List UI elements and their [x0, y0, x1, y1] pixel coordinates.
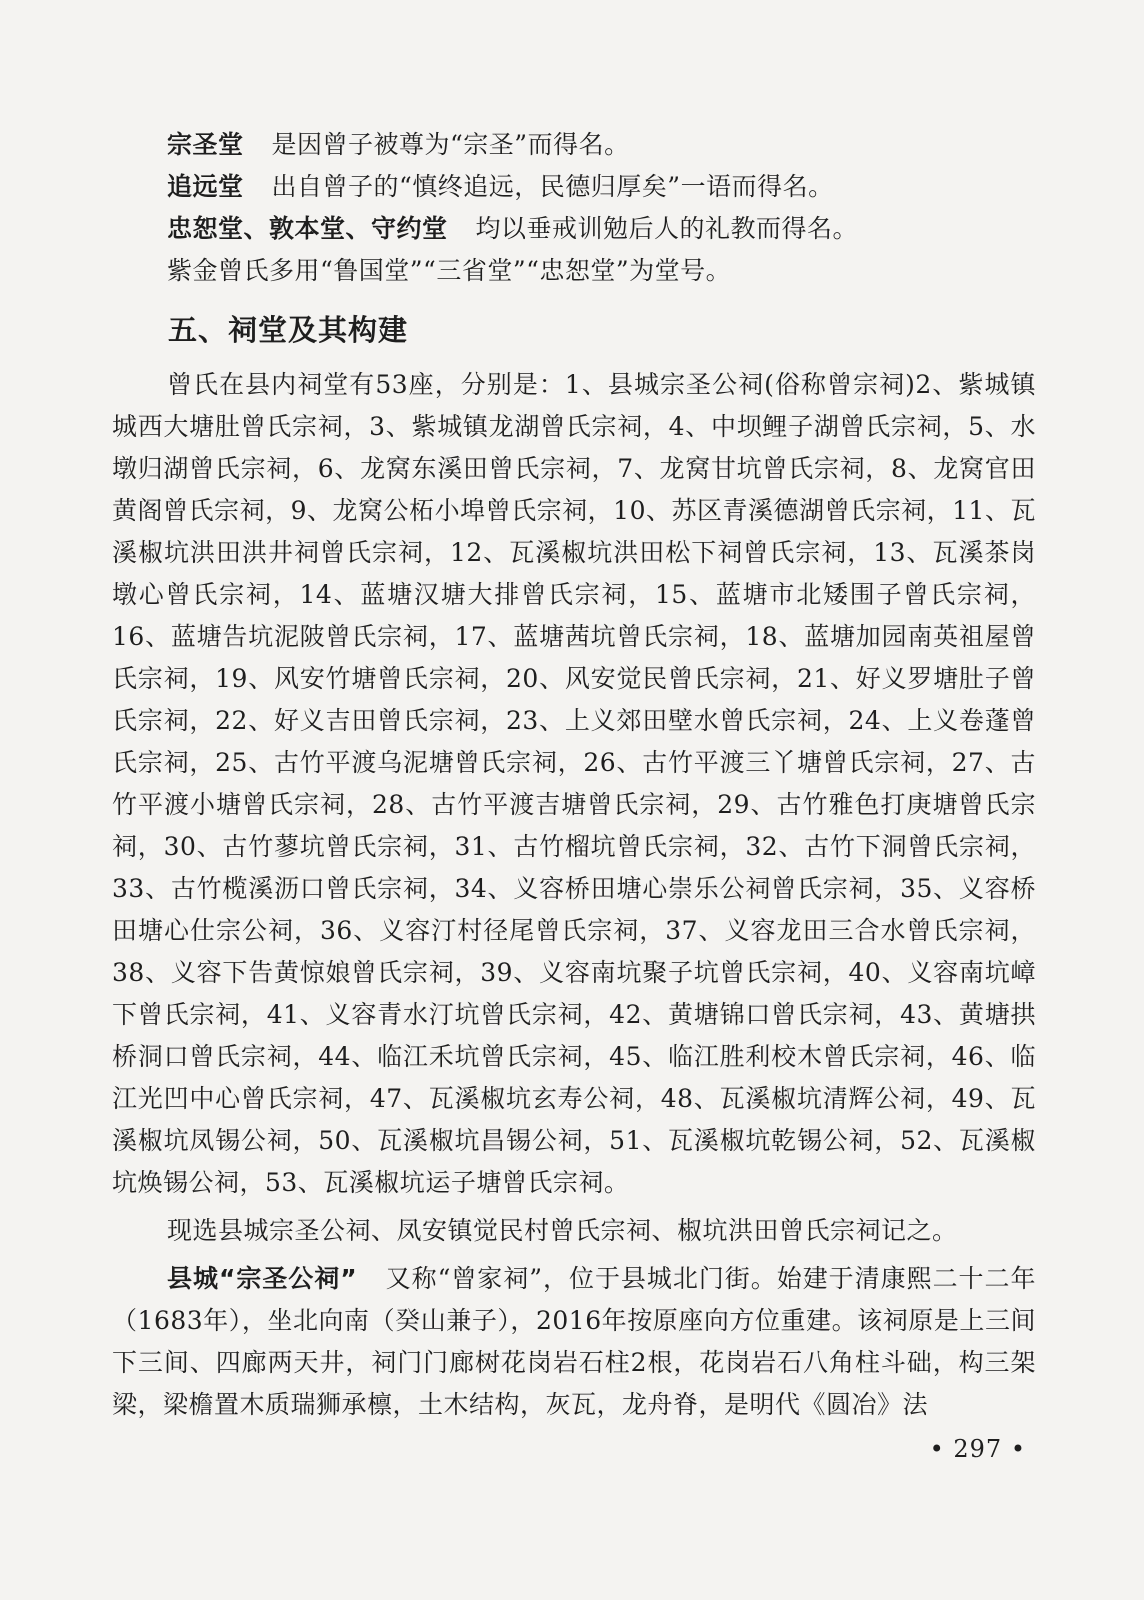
intro-desc: 是因曾子被尊为“宗圣”而得名。	[271, 130, 630, 159]
intro-entry-zongsheng	[112, 124, 1036, 166]
paragraph-selection: 现选县城宗圣公祠、凤安镇觉民村曾氏宗祠、椒坑洪田曾氏宗祠记之。	[167, 1216, 958, 1245]
paragraph-ancestral-hall-list: 曾氏在县内祠堂有53座，分别是：1、县城宗圣公祠(俗称曾宗祠)2、紫城镇城西大塘肚曾氏宗祠，3、紫城镇龙湖曾氏宗祠，4、中坝鲤子湖曾氏宗祠，5、水墩归湖曾氏宗祠，6、龙窝东溪田曾氏宗祠，7、龙窝甘坑曾氏宗祠，8、龙窝官田黄阁曾氏宗祠，9、龙窝公柘小埠曾氏宗祠，10、苏区青溪德湖曾氏宗祠，11、瓦溪椒坑洪田洪井祠曾氏宗祠，12、瓦溪椒坑洪田松下祠曾氏宗祠，13、瓦溪茶岗墩心曾氏宗祠，14、蓝塘汉塘大排曾氏宗祠，15、蓝塘市北矮围子曾氏宗祠，16、蓝塘告坑泥陂曾氏宗祠，17、蓝塘茜坑曾氏宗祠，18、蓝塘加园南英祖屋曾氏宗祠，19、风安竹塘曾氏宗祠，20、风安觉民曾氏宗祠，21、好义罗塘肚子曾氏宗祠，22、好义吉田曾氏宗祠，23、上义郊田壁水曾氏宗祠，24、上义卷蓬曾氏宗祠，25、古竹平渡乌泥塘曾氏宗祠，26、古竹平渡三丫塘曾氏宗祠，27、古竹平渡小塘曾氏宗祠，28、古竹平渡吉塘曾氏宗祠，29、古竹雅色打庚塘曾氏宗祠，30、古竹蓼坑曾氏宗祠，31、古竹榴坑曾氏宗祠，32、古竹下洞曾氏宗祠，33、古竹榄溪沥口曾氏宗祠，34、义容桥田塘心崇乐公祠曾氏宗祠，35、义容桥田塘心仕宗公祠，36、义容汀村径尾曾氏宗祠，37、义容龙田三合水曾氏宗祠，38、义容下告黄惊娘曾氏宗祠，39、义容南坑聚子坑曾氏宗祠，40、义容南坑嶂下曾氏宗祠，41、义容青水汀坑曾氏宗祠，42、黄塘锦口曾氏宗祠，43、黄塘拱桥洞口曾氏宗祠，44、临江禾坑曾氏宗祠，45、临江胜利校木曾氏宗祠，46、临江光凹中心曾氏宗祠，47、瓦溪椒坑玄寿公祠，48、瓦溪椒坑清辉公祠，49、瓦溪椒坑凤锡公祠，50、瓦溪椒坑昌锡公祠，51、瓦溪椒坑乾锡公祠，52、瓦溪椒坑焕锡公祠，53、瓦溪椒坑运子塘曾氏宗祠。	[112, 370, 1036, 1197]
intro-entry-zhongshu	[112, 208, 1036, 250]
intro-desc: 均以垂戒训勉后人的礼教而得名。	[475, 214, 859, 243]
intro-desc: 出自曾子的“慎终追远，民德归厚矣”一语而得名。	[271, 172, 834, 201]
paragraph-body-text: 又称“曾家祠”，位于县城北门街。始建于清康熙二十二年（1683年），坐北向南（癸山兼子），2016年按原座向方位重建。该祠原是上三间下三间、四廊两天井，祠门门廊树花岗岩石柱2根，花岗岩石八角柱斗础，构三架梁，梁檐置木质瑞狮承檩，土木结构，灰瓦，龙舟脊，是明代《圆冶》法	[112, 1264, 1036, 1419]
intro-term: 宗圣堂	[167, 130, 244, 159]
intro-term: 追远堂	[167, 172, 244, 201]
page-number: • 297 •	[929, 1435, 1026, 1463]
intro-term: 忠恕堂、敦本堂、守约堂	[167, 214, 448, 243]
paragraph-lead-title: 县城“宗圣公祠”	[167, 1264, 358, 1293]
body-section	[112, 364, 1036, 1426]
section-heading: 五、祠堂及其构建	[168, 313, 409, 347]
intro-section	[112, 124, 1036, 292]
intro-entry-zhuiyuan	[112, 166, 1036, 208]
paragraph-zongsheng-hall	[112, 1258, 1036, 1426]
intro-summary: 紫金曾氏多用“鲁国堂”“三省堂”“忠恕堂”为堂号。	[167, 256, 732, 285]
